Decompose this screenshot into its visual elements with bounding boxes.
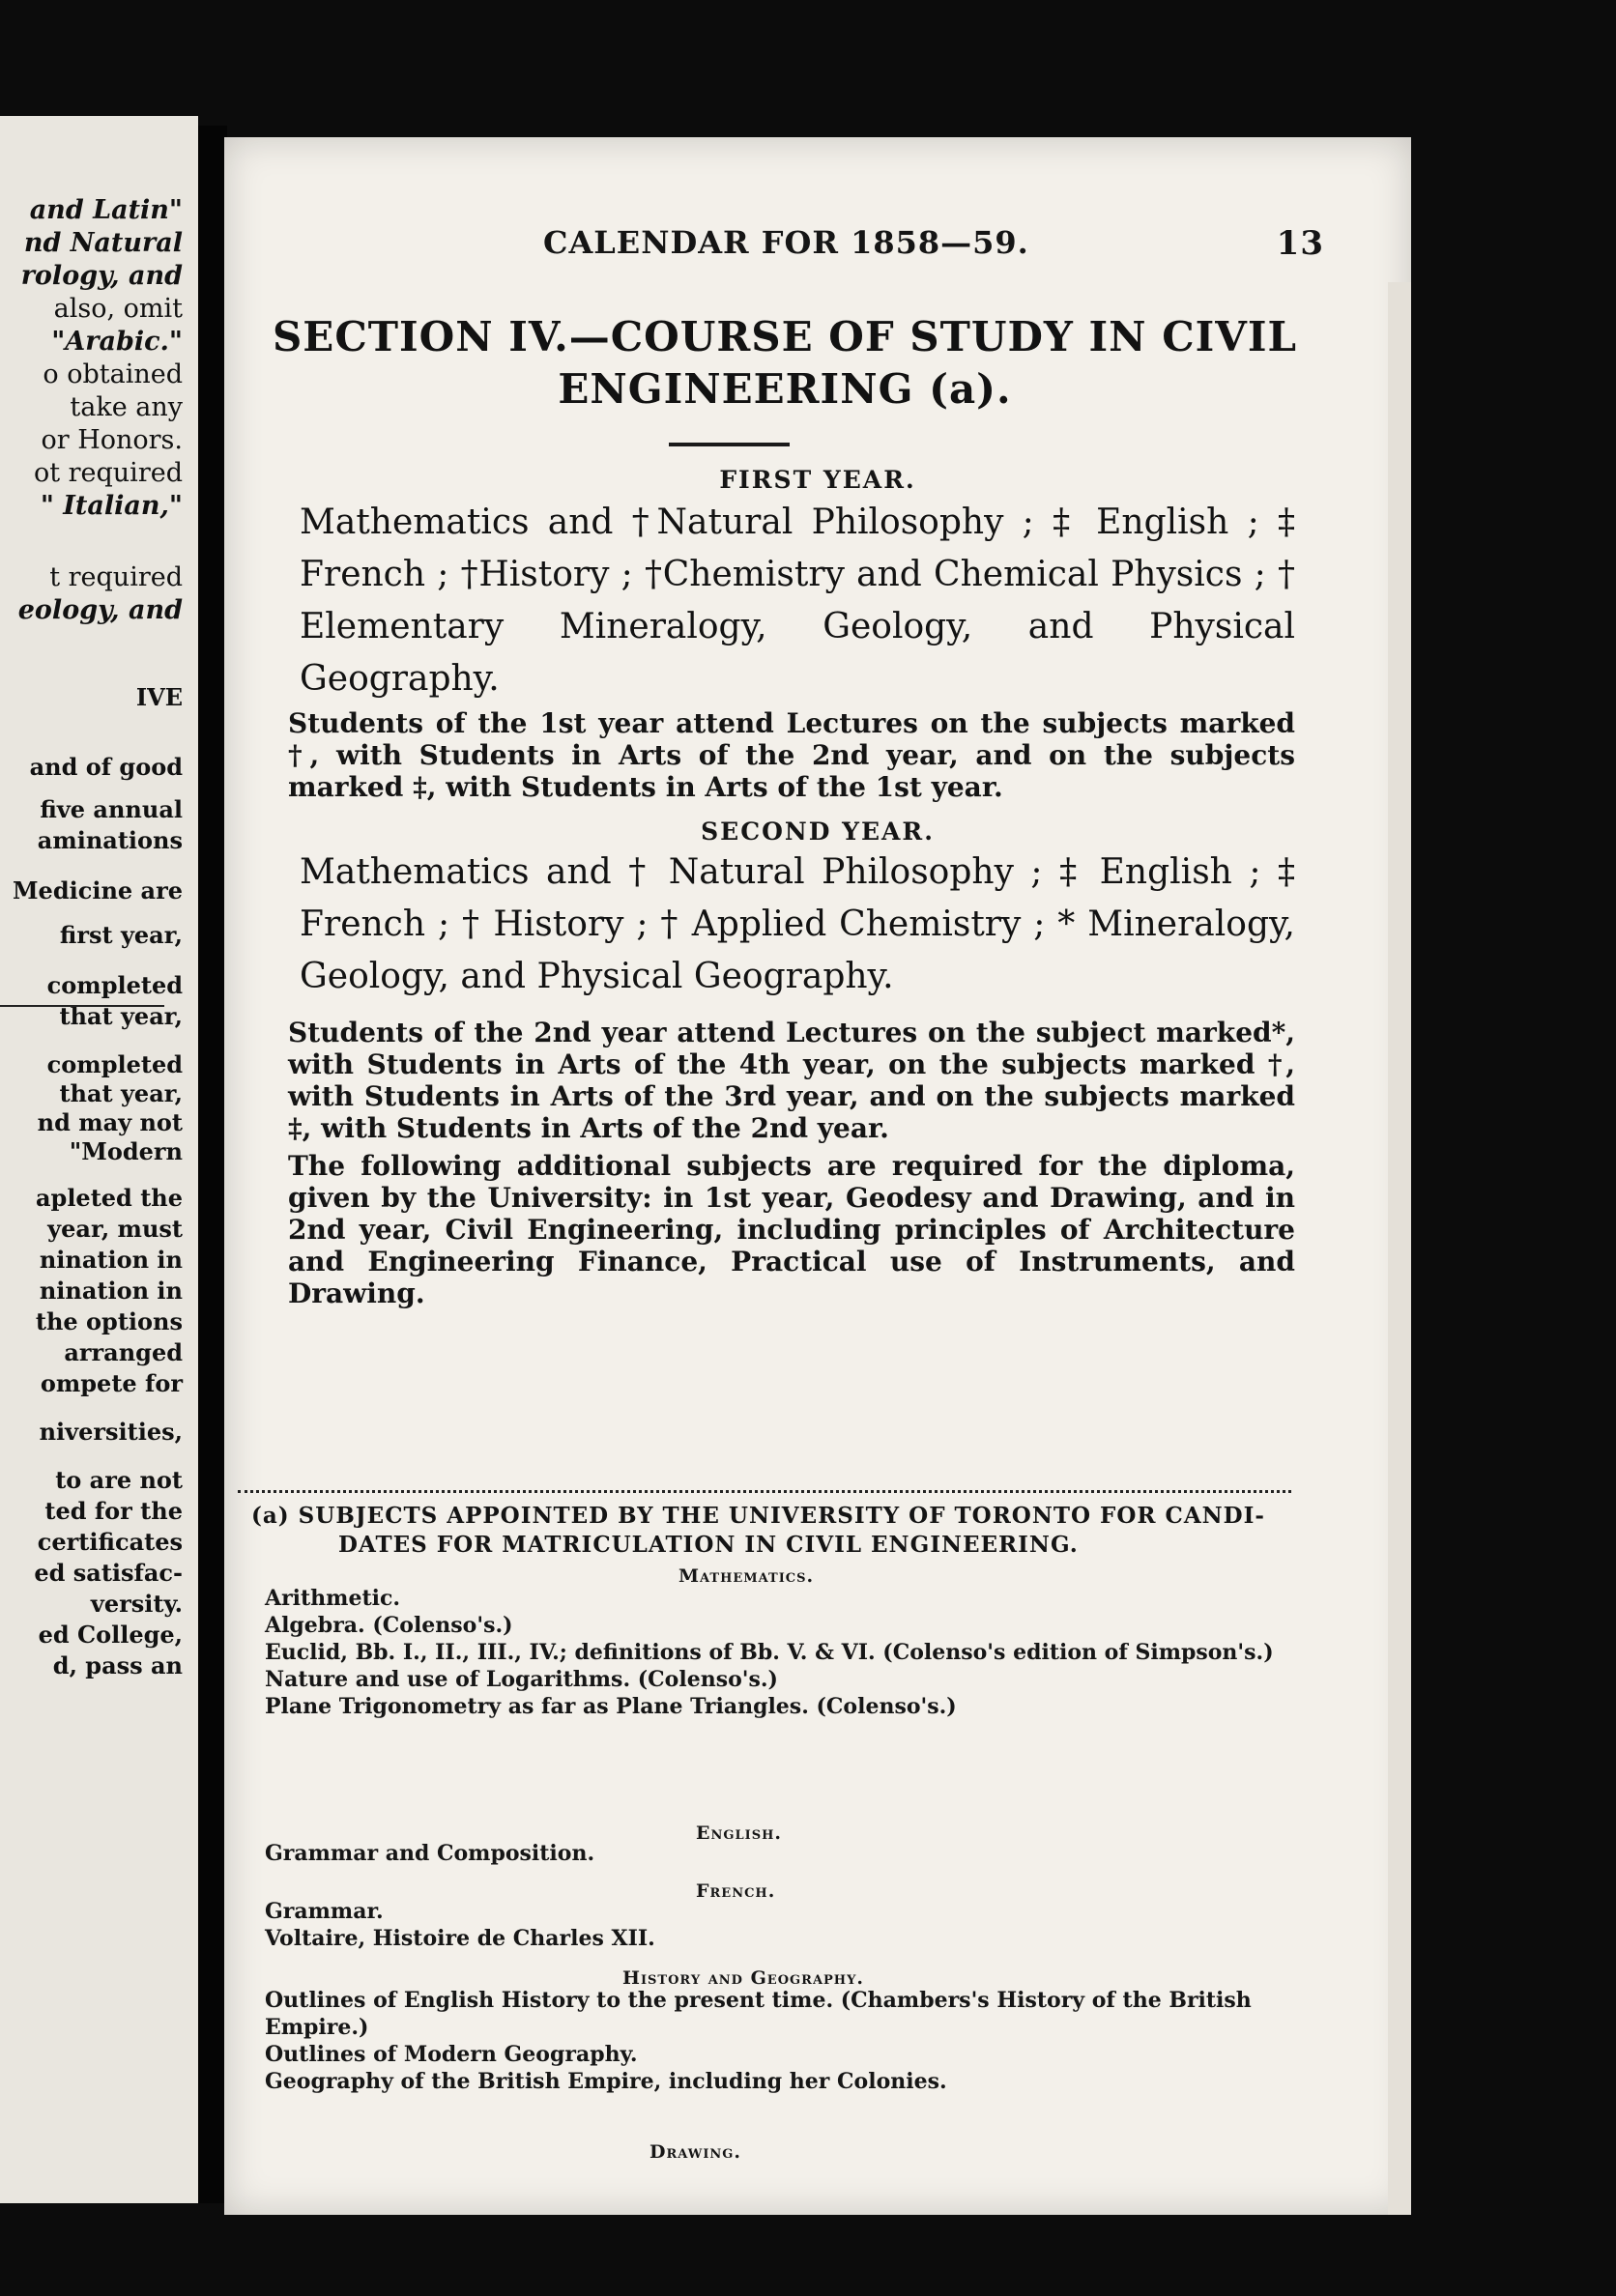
list-item: Outlines of Modern Geography.: [265, 2042, 638, 2067]
left-page-line: take any: [70, 392, 183, 422]
mathematics-list: [251, 1585, 1285, 1720]
left-page-line: certificates: [37, 1528, 183, 1556]
english-list: [251, 1840, 1285, 1867]
diploma-note: [251, 1150, 1295, 1309]
main-page: [224, 137, 1411, 2215]
left-page-line: completed: [46, 1050, 183, 1078]
first-year-heading: FIRST YEAR.: [719, 466, 916, 494]
list-item: Algebra. (Colenso's.): [265, 1613, 513, 1638]
left-page-line: ed College,: [38, 1621, 183, 1649]
left-page-line: eology, and: [17, 595, 183, 625]
left-page-line: or Honors.: [41, 425, 183, 455]
left-page-line: nination in: [39, 1277, 183, 1305]
list-item: Grammar.: [265, 1899, 384, 1924]
left-facing-page: [0, 116, 198, 2203]
list-item: Grammar and Composition.: [265, 1841, 595, 1866]
left-page-line: aminations: [37, 826, 183, 854]
header-text: CALENDAR FOR 1858—59.: [543, 224, 1029, 261]
left-page-line: nd may not: [37, 1108, 183, 1136]
diploma-note-text: The following additional subjects are required for the diploma, given by the University: in 1st year, Geodesy and Drawing, and in 2nd year, Civil Engineering, including principles of Architecture and Engineering Finance, Practical use of Instruments, and Drawing.: [288, 1150, 1295, 1309]
list-item: Euclid, Bb. I., II., III., IV.; definitions of Bb. V. & VI. (Colenso's edition of Simpson's.): [265, 1640, 1274, 1665]
first-year-subjects-text: Mathematics and †Natural Philosophy ; ‡ English ; ‡ French ; †History ; †Chemistry and Chemical Physics ; † Elementary Mineralogy, Geology, and Physical Geography.: [300, 502, 1295, 699]
list-item: Geography of the British Empire, including her Colonies.: [265, 2069, 947, 2094]
left-page-line: that year,: [59, 1079, 183, 1107]
section-title: [263, 311, 1307, 416]
second-year-heading: SECOND YEAR.: [701, 818, 935, 846]
left-page-line: versity.: [90, 1590, 183, 1618]
left-page-line: apleted the: [35, 1184, 183, 1212]
page-number: 13: [1276, 224, 1324, 263]
footnote-rule: [238, 1490, 1291, 1493]
left-page-line: five annual: [40, 795, 183, 823]
left-page-line: year, must: [47, 1215, 183, 1243]
mathematics-heading: Mathematics.: [678, 1565, 815, 1587]
left-page-line: the options: [35, 1307, 183, 1335]
title-rule: [669, 443, 790, 446]
left-page-line: t required: [49, 562, 183, 592]
page-edge: [1388, 282, 1411, 2215]
left-page-line: completed: [46, 971, 183, 999]
title-line-2: ENGINEERING (a).: [558, 365, 1012, 413]
title-line-1: SECTION IV.—COURSE OF STUDY IN CIVIL: [272, 313, 1298, 360]
left-page-line: and of good: [29, 753, 183, 781]
left-page-line: rology, and: [20, 261, 183, 291]
left-page-line: " Italian,": [40, 491, 183, 521]
history-list: [251, 1987, 1285, 2095]
left-page-line: d, pass an: [52, 1651, 183, 1679]
left-page-line: also, omit: [53, 294, 183, 324]
left-page-line: nination in: [39, 1246, 183, 1274]
left-page-line: to are not: [55, 1466, 183, 1494]
left-page-line: and Latin": [29, 195, 183, 225]
footnote-title: [251, 1502, 1285, 1560]
left-page-rule: [0, 1005, 164, 1007]
footnote-title-line-1: (a) SUBJECTS APPOINTED BY THE UNIVERSITY OF TORONTO FOR CANDI-: [251, 1503, 1265, 1529]
list-item: Arithmetic.: [265, 1586, 401, 1611]
left-page-line: Medicine are: [12, 876, 183, 904]
left-page-line: ted for the: [44, 1497, 183, 1525]
left-page-line: o obtained: [43, 359, 183, 389]
left-page-line: arranged: [64, 1338, 183, 1366]
left-page-line: niversities,: [39, 1418, 183, 1446]
left-page-line: ed satisfac-: [34, 1559, 183, 1587]
list-item: Nature and use of Logarithms. (Colenso's.): [265, 1667, 778, 1692]
first-year-note: [251, 707, 1295, 803]
list-item: Outlines of English History to the present time. (Chambers's History of the British Empire.): [265, 1988, 1252, 2040]
french-list: [251, 1898, 1285, 1952]
left-page-line: nd Natural: [23, 228, 183, 258]
second-year-note-text: Students of the 2nd year attend Lectures on the subject marked*, with Students in Arts of the 4th year, on the subjects marked †, with Students in Arts of the 3rd year, and on the subjects marked ‡, with Students in Arts of the 2nd year.: [288, 1017, 1295, 1144]
left-page-line: "Modern: [69, 1137, 183, 1165]
drawing-heading: Drawing.: [649, 2141, 741, 2163]
second-year-subjects: [251, 847, 1295, 1003]
list-item: Voltaire, Histoire de Charles XII.: [265, 1926, 655, 1951]
left-page-line: "Arabic.": [51, 327, 183, 357]
left-page-line: IVE: [135, 683, 183, 711]
list-item: Plane Trigonometry as far as Plane Triangles. (Colenso's.): [265, 1694, 957, 1719]
left-page-line: first year,: [59, 921, 183, 949]
running-header: [543, 224, 1411, 261]
left-page-line: that year,: [59, 1002, 183, 1030]
first-year-note-text: Students of the 1st year attend Lectures on the subjects marked †, with Students in Arts of the 2nd year, and on the subjects marked ‡, with Students in Arts of the 1st year.: [288, 707, 1295, 803]
first-year-subjects: [251, 497, 1295, 705]
history-geography-heading: History and Geography.: [622, 1967, 864, 1989]
left-page-line: ompete for: [40, 1369, 183, 1397]
french-heading: French.: [696, 1880, 776, 1902]
english-heading: English.: [696, 1822, 782, 1844]
second-year-subjects-text: Mathematics and † Natural Philosophy ; ‡ English ; ‡ French ; † History ; † Applied Chemistry ; * Mineralogy, Geology, and Physical Geography.: [300, 852, 1295, 996]
footnote-title-line-2: DATES FOR MATRICULATION IN CIVIL ENGINEERING.: [338, 1532, 1079, 1558]
left-page-line: ot required: [33, 458, 183, 488]
book-gutter: [198, 126, 227, 2203]
second-year-note: [251, 1017, 1295, 1144]
